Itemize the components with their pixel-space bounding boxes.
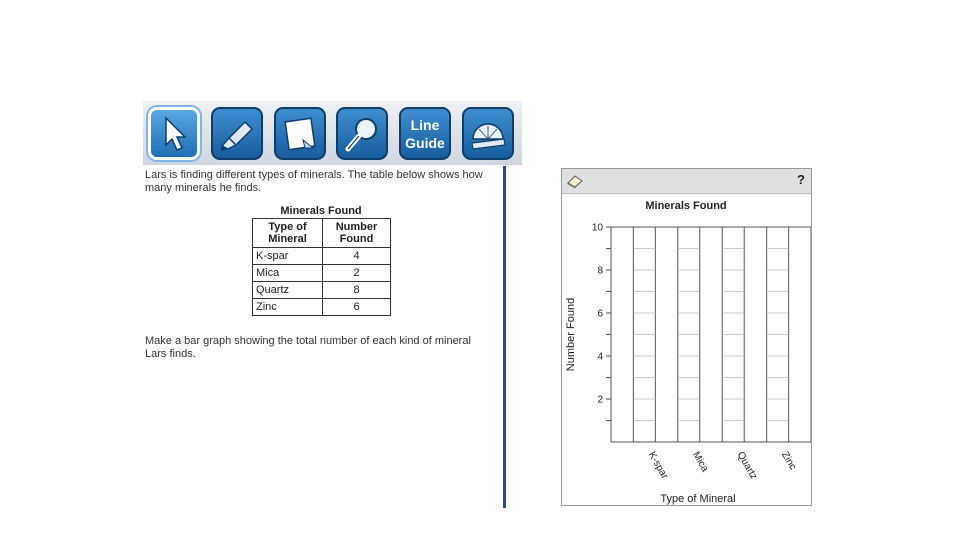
magnifier-icon bbox=[343, 115, 381, 153]
x-tick-label: Quartz bbox=[734, 450, 760, 482]
highlighter-tool-button[interactable] bbox=[211, 107, 263, 160]
y-tick-label: 2 bbox=[597, 394, 603, 406]
table-row bbox=[253, 265, 391, 282]
table-cell-value: 4 bbox=[323, 248, 391, 265]
table-cell-name: Quartz bbox=[253, 282, 323, 299]
bar-graph[interactable] bbox=[562, 169, 811, 505]
y-tick-label: 6 bbox=[597, 308, 603, 320]
table-title: Minerals Found bbox=[280, 205, 362, 217]
chart-title: Minerals Found bbox=[645, 200, 727, 212]
y-axis-label: Number Found bbox=[565, 297, 577, 372]
table-header-row bbox=[253, 219, 391, 248]
table-cell-name: Zinc bbox=[253, 299, 323, 316]
minerals-table bbox=[252, 218, 391, 316]
table-cell-value: 2 bbox=[323, 265, 391, 282]
protractor-tool-button[interactable] bbox=[462, 107, 514, 160]
help-button[interactable]: ? bbox=[797, 172, 805, 187]
table-cell-name: K-spar bbox=[253, 248, 323, 265]
y-tick-label: 10 bbox=[591, 222, 603, 234]
table-row bbox=[253, 282, 391, 299]
pointer-tool-button[interactable] bbox=[148, 107, 200, 160]
table-header-number: Number Found bbox=[323, 219, 391, 248]
table-row bbox=[253, 299, 391, 316]
table-cell-value: 6 bbox=[323, 299, 391, 316]
table-cell-value: 8 bbox=[323, 282, 391, 299]
highlighter-icon bbox=[217, 116, 257, 152]
table-cell-name: Mica bbox=[253, 265, 323, 282]
notepad-icon bbox=[281, 116, 319, 152]
question-intro: Lars is finding different types of minerals. The table below shows how many minerals he finds. bbox=[145, 169, 483, 194]
tool-bar bbox=[143, 101, 522, 165]
bar-graph-panel bbox=[561, 168, 812, 506]
question-instruction: Make a bar graph showing the total number of each kind of mineral Lars finds. bbox=[145, 335, 471, 360]
x-tick-label: K-spar bbox=[645, 450, 670, 482]
magnifier-tool-button[interactable] bbox=[336, 107, 388, 160]
table-row bbox=[253, 248, 391, 265]
y-tick-label: 4 bbox=[597, 351, 603, 363]
x-tick-label: Zinc bbox=[779, 450, 799, 472]
table-header-type: Type of Mineral bbox=[253, 219, 323, 248]
pane-divider bbox=[503, 166, 506, 508]
x-axis-label: Type of Mineral bbox=[660, 493, 736, 505]
notepad-tool-button[interactable] bbox=[274, 107, 326, 160]
protractor-icon bbox=[467, 115, 509, 153]
line-guide-tool-button[interactable] bbox=[399, 107, 451, 160]
y-tick-label: 8 bbox=[597, 265, 603, 277]
x-tick-label: Mica bbox=[690, 450, 711, 474]
line-guide-label: Line Guide bbox=[405, 116, 445, 151]
pointer-icon bbox=[157, 115, 191, 153]
